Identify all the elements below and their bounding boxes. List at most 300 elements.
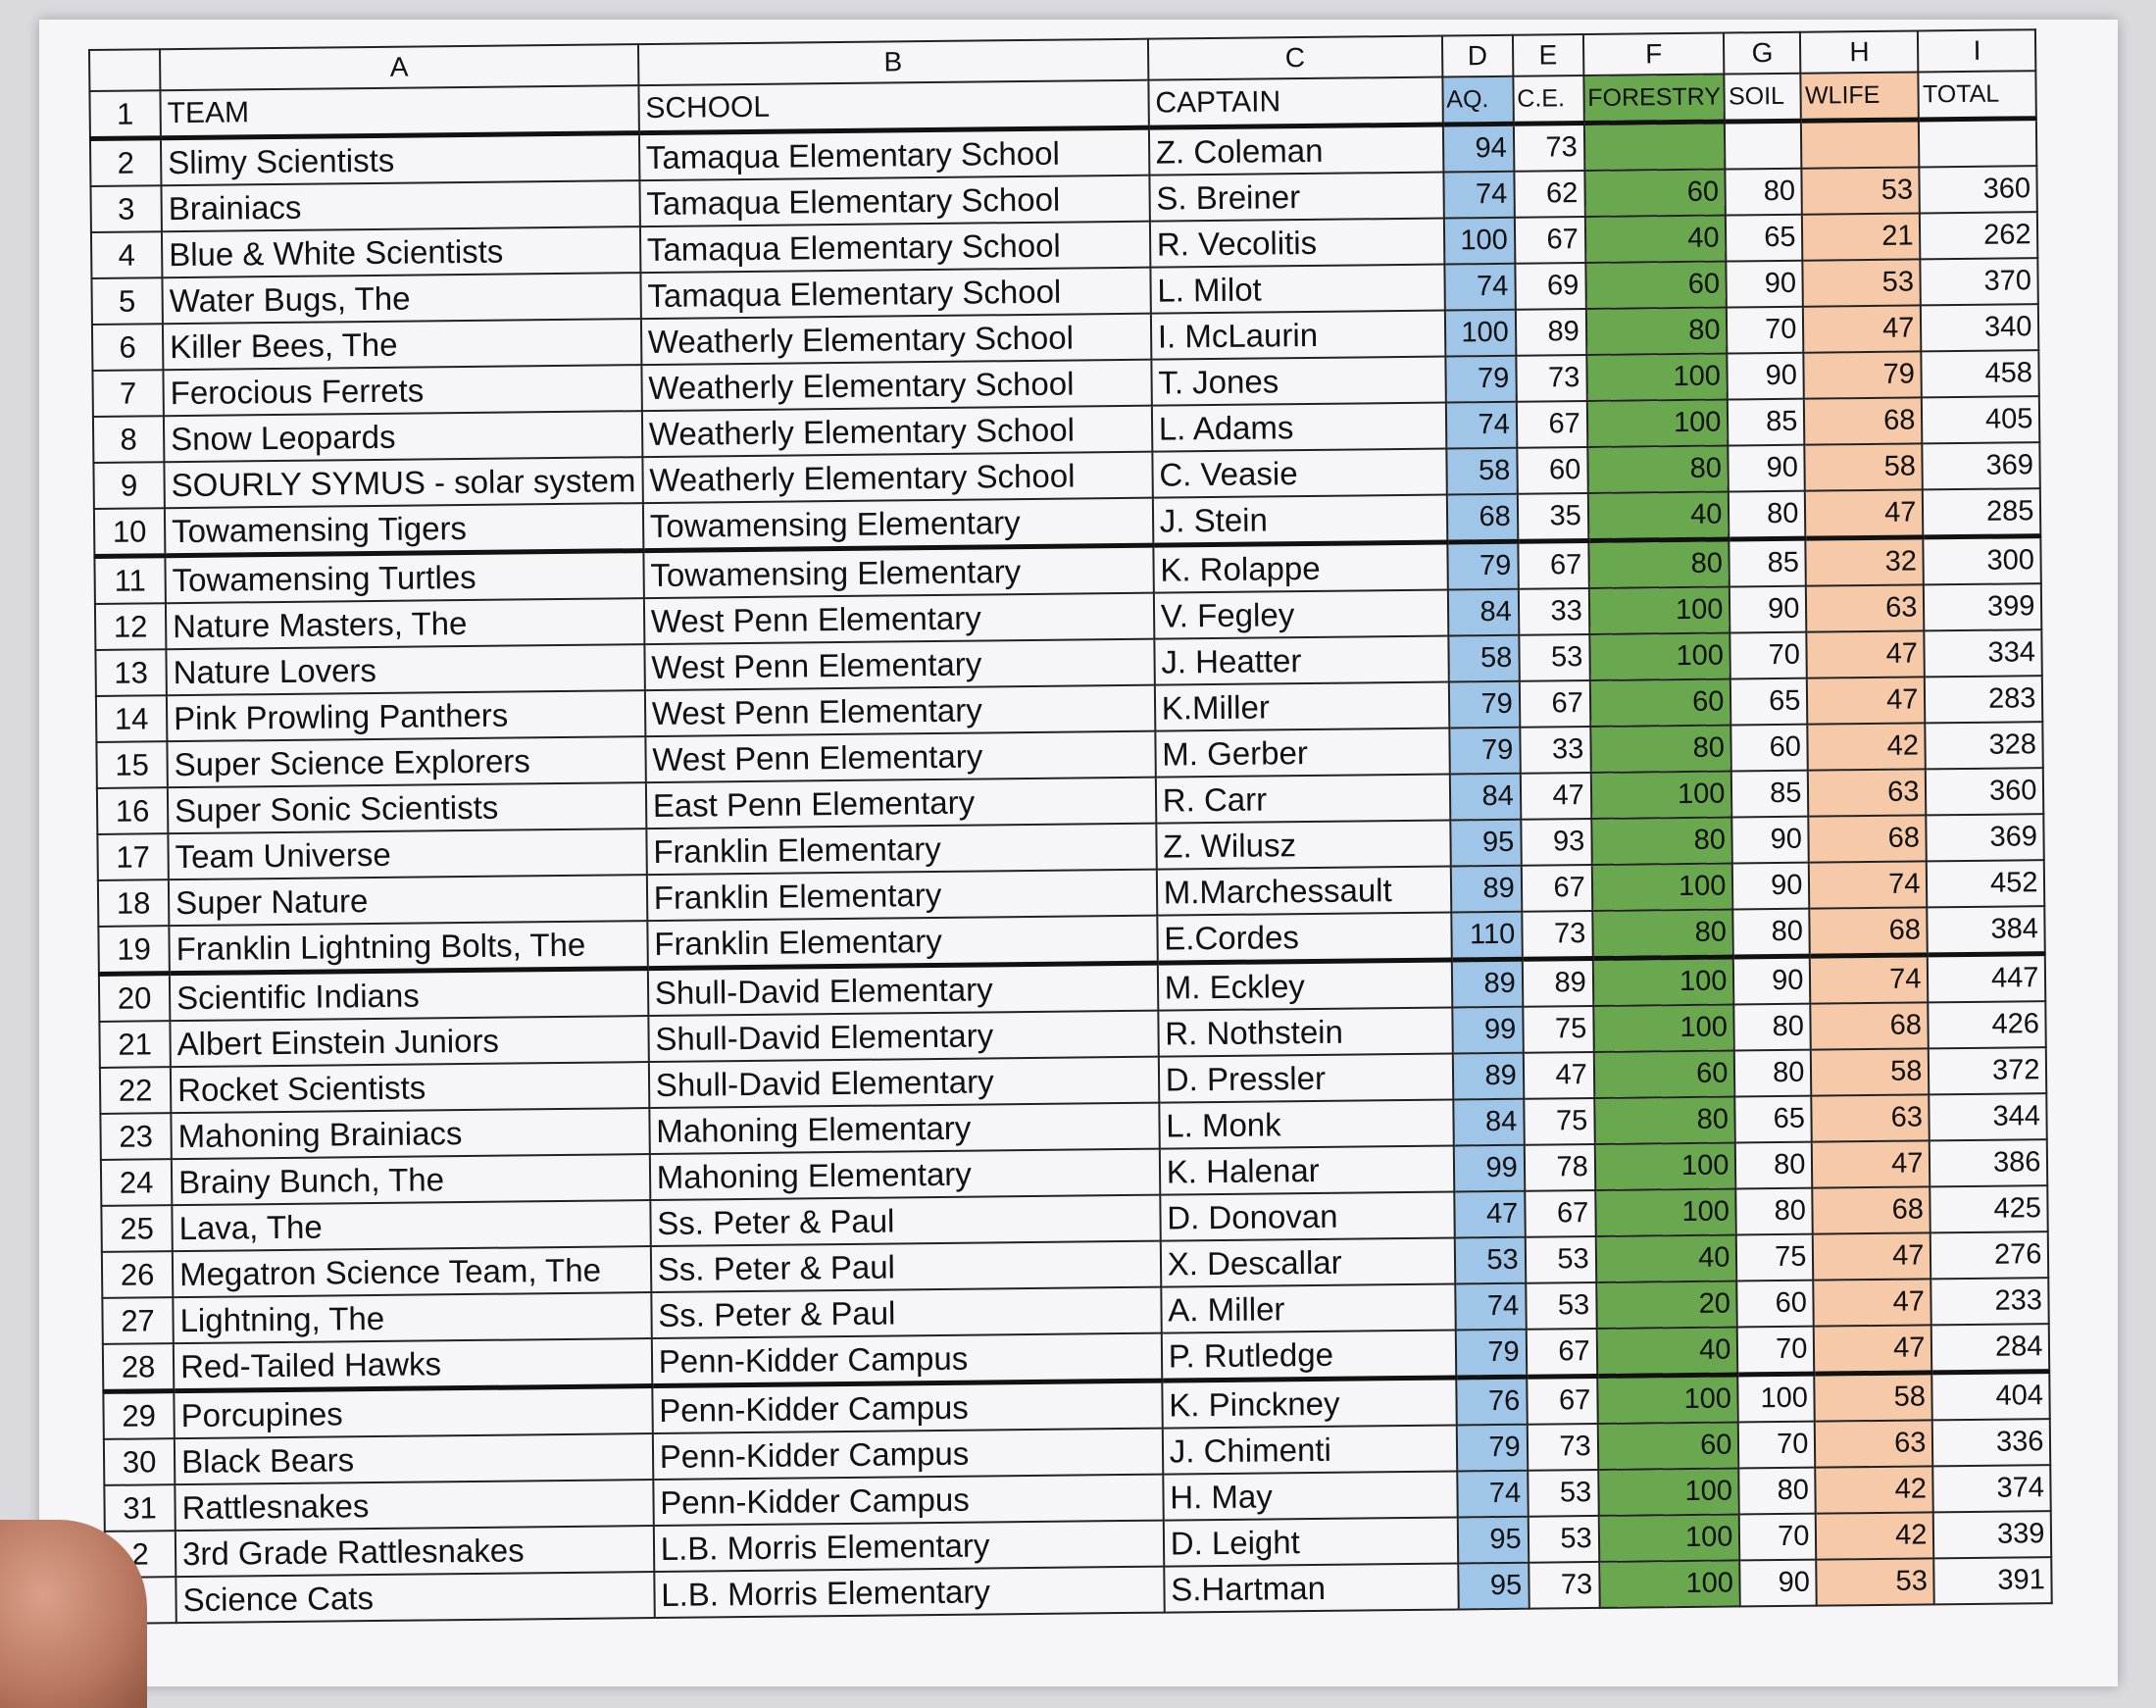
school-cell: Towamensing Elementary (643, 498, 1153, 551)
score-table (88, 28, 2053, 1625)
captain-cell: D. Donovan (1160, 1191, 1454, 1240)
forestry-score: 60 (1584, 170, 1726, 218)
header-forestry: FORESTRY (1583, 75, 1725, 124)
captain-cell: I. McLaurin (1151, 311, 1445, 360)
soil-score: 80 (1734, 1004, 1811, 1051)
aq-score: 95 (1458, 1563, 1529, 1610)
team-cell: Brainy Bunch, The (172, 1154, 650, 1205)
total-score (1919, 119, 2037, 168)
row-number: 1 (89, 90, 161, 138)
school-cell: Weatherly Elementary School (642, 406, 1152, 457)
forestry-score: 80 (1591, 817, 1732, 865)
aq-score: 84 (1448, 589, 1519, 636)
row-number: 3 (90, 185, 161, 232)
forestry-score: 100 (1589, 632, 1730, 680)
captain-cell: P. Rutledge (1161, 1330, 1455, 1381)
school-cell: East Penn Elementary (646, 778, 1156, 829)
team-cell: Killer Bees, The (163, 319, 641, 370)
team-cell: Nature Lovers (166, 644, 644, 695)
team-cell: Scientific Indians (170, 969, 648, 1022)
team-cell: Super Sonic Scientists (168, 782, 646, 833)
team-cell: Nature Masters, The (166, 598, 644, 649)
school-cell: Tamaqua Elementary School (640, 268, 1150, 319)
aq-score: 47 (1454, 1191, 1525, 1238)
column-letter: D (1442, 35, 1513, 77)
soil-score: 90 (1730, 586, 1806, 633)
forestry-score: 100 (1591, 771, 1732, 819)
column-letter: G (1724, 32, 1800, 75)
wlife-score: 47 (1807, 677, 1925, 724)
ce-score: 93 (1521, 819, 1591, 866)
total-score: 285 (1923, 488, 2041, 537)
school-cell: Tamaqua Elementary School (640, 222, 1150, 273)
ce-score: 33 (1519, 588, 1589, 635)
captain-cell: K. Rolappe (1153, 542, 1447, 593)
row-number: 7 (92, 370, 163, 417)
column-letter: I (1918, 29, 2035, 72)
school-cell: Franklin Elementary (647, 916, 1157, 969)
school-cell: Ss. Peter & Paul (651, 1287, 1161, 1338)
soil-score: 100 (1738, 1374, 1816, 1422)
captain-cell: K. Halenar (1160, 1145, 1454, 1194)
team-cell: Albert Einstein Juniors (170, 1016, 648, 1067)
total-score: 404 (1932, 1372, 2051, 1421)
school-cell: Weatherly Elementary School (641, 314, 1151, 365)
captain-cell: J. Stein (1153, 495, 1447, 546)
captain-cell: L. Adams (1152, 403, 1446, 452)
row-number: 5 (91, 277, 162, 325)
wlife-score: 74 (1810, 955, 1929, 1004)
captain-cell: M. Gerber (1155, 728, 1449, 778)
ce-score: 73 (1514, 124, 1585, 172)
aq-score: 74 (1457, 1471, 1528, 1518)
aq-score: 79 (1455, 1330, 1527, 1378)
total-score: 360 (1926, 768, 2043, 815)
ce-score: 60 (1517, 447, 1587, 494)
total-score: 458 (1922, 350, 2039, 397)
aq-score: 74 (1455, 1283, 1526, 1331)
header-aq: AQ. (1442, 76, 1514, 125)
school-cell: West Penn Elementary (645, 685, 1155, 736)
wlife-score: 47 (1812, 1140, 1930, 1187)
team-cell: Red-Tailed Hawks (174, 1338, 652, 1391)
forestry-score: 60 (1594, 1050, 1735, 1098)
team-cell: Lightning, The (173, 1292, 651, 1343)
wlife-score: 68 (1809, 815, 1927, 862)
captain-cell: R. Carr (1156, 775, 1450, 824)
ce-score: 78 (1525, 1144, 1595, 1191)
team-cell: SOURLY SYMUS - solar system (164, 457, 642, 508)
aq-score: 110 (1451, 912, 1523, 960)
school-cell: L.B. Morris Elementary (654, 1521, 1164, 1572)
total-score: 391 (1934, 1557, 2052, 1604)
school-cell: Shull-David Elementary (648, 963, 1158, 1016)
school-cell: Mahoning Elementary (650, 1149, 1160, 1200)
ce-score: 47 (1521, 773, 1591, 820)
wlife-score: 63 (1815, 1420, 1932, 1467)
school-cell: Tamaqua Elementary School (639, 127, 1149, 180)
soil-score: 85 (1728, 399, 1804, 446)
header-soil: SOIL (1725, 74, 1802, 122)
ce-score: 62 (1514, 171, 1584, 218)
aq-score: 95 (1457, 1517, 1528, 1564)
total-score: 233 (1931, 1278, 2049, 1325)
ce-score: 67 (1515, 217, 1585, 264)
spreadsheet-printout (88, 28, 2053, 1625)
wlife-score: 63 (1806, 584, 1924, 631)
forestry-score: 40 (1596, 1327, 1737, 1376)
team-cell: Porcupines (174, 1386, 652, 1439)
header-total: TOTAL (1919, 71, 2037, 120)
header-wlife: WLIFE (1801, 72, 1920, 121)
wlife-score: 47 (1814, 1279, 1931, 1326)
row-number: 14 (96, 695, 167, 742)
row-number: 4 (91, 231, 162, 278)
soil-score: 70 (1727, 307, 1803, 354)
soil-score: 65 (1726, 215, 1802, 262)
captain-cell: R. Vecolitis (1150, 219, 1444, 268)
total-score: 344 (1930, 1093, 2047, 1140)
ce-score: 53 (1525, 1236, 1595, 1283)
captain-cell: T. Jones (1151, 357, 1445, 406)
column-letter: F (1583, 33, 1725, 76)
wlife-score: 68 (1813, 1186, 1930, 1233)
forestry-score: 80 (1594, 1096, 1735, 1144)
aq-score: 68 (1447, 494, 1519, 542)
wlife-score: 42 (1808, 723, 1926, 770)
aq-score: 95 (1450, 820, 1521, 867)
aq-score: 100 (1445, 310, 1516, 357)
row-number: 10 (94, 508, 166, 556)
total-score: 360 (1920, 166, 2037, 213)
captain-cell: A. Miller (1161, 1283, 1455, 1332)
captain-cell: M. Eckley (1158, 960, 1452, 1011)
forestry-score: 100 (1593, 1004, 1734, 1052)
aq-score: 74 (1444, 264, 1515, 311)
team-cell: Megatron Science Team, The (173, 1246, 651, 1297)
total-score: 283 (1925, 676, 2042, 723)
soil-score: 60 (1737, 1281, 1814, 1328)
soil-score: 65 (1730, 678, 1807, 726)
soil-score: 90 (1740, 1560, 1817, 1607)
total-score: 300 (1924, 536, 2042, 585)
soil-score: 80 (1729, 491, 1806, 539)
total-score: 340 (1921, 304, 2038, 351)
forestry-score: 60 (1597, 1422, 1738, 1470)
team-cell: Lava, The (172, 1200, 650, 1251)
team-cell: Rattlesnakes (175, 1480, 653, 1531)
wlife-score: 63 (1808, 769, 1926, 816)
total-score: 334 (1925, 629, 2042, 677)
soil-score: 90 (1732, 817, 1809, 864)
team-cell: Slimy Scientists (161, 133, 639, 186)
team-cell: Team Universe (168, 829, 646, 879)
school-cell: Penn-Kidder Campus (652, 1333, 1162, 1386)
wlife-score: 68 (1811, 1002, 1929, 1049)
ce-score: 47 (1524, 1052, 1594, 1099)
forestry-score: 100 (1598, 1514, 1739, 1562)
captain-cell: S. Breiner (1149, 173, 1443, 222)
forestry-score: 80 (1588, 539, 1730, 588)
soil-score: 80 (1736, 1188, 1813, 1235)
corner-cell (89, 49, 160, 91)
row-number: 23 (100, 1113, 171, 1160)
wlife-score: 32 (1806, 537, 1925, 586)
school-cell: Franklin Elementary (647, 870, 1157, 921)
ce-score: 67 (1520, 680, 1590, 728)
forestry-score: 100 (1593, 957, 1734, 1006)
aq-score: 79 (1445, 356, 1516, 403)
aq-score: 99 (1454, 1145, 1525, 1192)
soil-score: 75 (1736, 1234, 1813, 1281)
total-score: 372 (1929, 1047, 2046, 1094)
ce-score: 73 (1516, 355, 1586, 402)
soil-score: 90 (1728, 353, 1804, 400)
ce-score: 67 (1525, 1190, 1595, 1237)
captain-cell: L. Monk (1159, 1099, 1453, 1148)
ce-score: 75 (1524, 1098, 1594, 1145)
total-score: 284 (1931, 1324, 2050, 1373)
soil-score: 65 (1735, 1096, 1812, 1143)
aq-score: 84 (1450, 774, 1521, 821)
forestry-score: 100 (1595, 1188, 1736, 1236)
wlife-score: 58 (1805, 443, 1923, 490)
team-cell: Towamensing Tigers (165, 503, 643, 556)
captain-cell: V. Fegley (1154, 590, 1448, 639)
forestry-score: 80 (1586, 308, 1728, 356)
school-cell: Franklin Elementary (646, 824, 1156, 875)
aq-score: 94 (1443, 124, 1515, 172)
row-number: 9 (93, 462, 164, 509)
soil-score: 90 (1727, 261, 1803, 308)
aq-score: 89 (1451, 866, 1522, 913)
team-cell: Brainiacs (161, 180, 639, 231)
soil-score: 80 (1734, 1050, 1811, 1097)
captain-cell: E.Cordes (1157, 912, 1451, 963)
team-cell: Black Bears (175, 1433, 653, 1484)
row-number: 20 (99, 974, 171, 1022)
soil-score: 70 (1738, 1422, 1815, 1469)
row-number: 8 (93, 416, 164, 463)
school-cell: Tamaqua Elementary School (639, 176, 1149, 226)
column-letter: E (1513, 34, 1583, 76)
school-cell: West Penn Elementary (645, 731, 1155, 782)
column-letter: B (638, 39, 1148, 85)
total-score: 339 (1933, 1511, 2051, 1558)
header-team: TEAM (160, 85, 638, 138)
column-letter: H (1800, 30, 1918, 73)
ce-score: 69 (1515, 263, 1585, 310)
row-number: 22 (100, 1067, 171, 1114)
team-cell: Franklin Lightning Bolts, The (169, 921, 647, 974)
row-number: 16 (97, 787, 168, 834)
school-cell: Shull-David Elementary (649, 1057, 1159, 1108)
row-number: 25 (101, 1205, 172, 1252)
captain-cell: C. Veasie (1152, 449, 1446, 498)
ce-score: 33 (1520, 727, 1590, 774)
forestry-score: 40 (1595, 1234, 1736, 1282)
row-number: 15 (96, 741, 167, 788)
wlife-score: 47 (1805, 489, 1924, 538)
soil-score: 70 (1739, 1514, 1816, 1561)
school-cell: Ss. Peter & Paul (651, 1241, 1161, 1292)
ce-score: 53 (1526, 1282, 1596, 1330)
captain-cell: X. Descallar (1161, 1237, 1455, 1286)
wlife-score: 68 (1810, 907, 1929, 956)
total-score: 399 (1924, 583, 2041, 630)
wlife-score: 63 (1812, 1094, 1930, 1141)
wlife-score (1801, 120, 1920, 169)
ce-score: 67 (1522, 865, 1592, 912)
school-cell: Mahoning Elementary (649, 1103, 1159, 1154)
forestry-score: 40 (1588, 492, 1730, 541)
school-cell: Penn-Kidder Campus (653, 1429, 1163, 1480)
captain-cell: K. Pinckney (1162, 1378, 1456, 1429)
total-score: 262 (1920, 212, 2037, 259)
row-number: 12 (95, 603, 166, 650)
soil-score: 80 (1726, 169, 1802, 216)
soil-score: 80 (1733, 909, 1811, 957)
school-cell: Weatherly Elementary School (642, 452, 1152, 503)
ce-score: 89 (1516, 309, 1586, 356)
aq-score: 100 (1444, 218, 1515, 265)
soil-score (1725, 121, 1802, 169)
forestry-score: 100 (1587, 400, 1729, 448)
captain-cell: Z. Coleman (1149, 125, 1443, 176)
aq-score: 79 (1447, 541, 1519, 589)
total-score: 386 (1930, 1139, 2047, 1186)
ce-score: 35 (1518, 493, 1589, 541)
team-cell: 3rd Grade Rattlesnakes (175, 1526, 654, 1577)
forestry-score: 60 (1590, 678, 1731, 727)
soil-score: 85 (1731, 771, 1808, 818)
forestry-score: 100 (1599, 1560, 1740, 1608)
row-number: 30 (104, 1438, 175, 1485)
ce-score: 73 (1529, 1562, 1599, 1609)
total-score: 384 (1928, 906, 2046, 955)
row-number: 17 (97, 833, 168, 880)
soil-score: 60 (1731, 725, 1808, 772)
wlife-score: 68 (1804, 397, 1922, 444)
forestry-score: 40 (1585, 216, 1727, 264)
ce-score: 67 (1527, 1376, 1598, 1424)
header-school: SCHOOL (638, 80, 1148, 133)
soil-score: 90 (1732, 863, 1809, 910)
school-cell: L.B. Morris Elementary (654, 1567, 1164, 1618)
school-cell: Weatherly Elementary School (641, 360, 1151, 411)
captain-cell: M.Marchessault (1157, 866, 1451, 915)
aq-score: 58 (1446, 448, 1517, 495)
soil-score: 85 (1730, 538, 1807, 586)
row-number: 18 (98, 879, 169, 927)
soil-score: 80 (1739, 1468, 1816, 1515)
ce-score: 53 (1528, 1470, 1598, 1517)
captain-cell: D. Leight (1163, 1517, 1457, 1566)
forestry-score: 80 (1592, 909, 1733, 958)
wlife-score: 47 (1803, 305, 1921, 352)
school-cell: Shull-David Elementary (648, 1011, 1158, 1062)
total-score: 374 (1933, 1465, 2051, 1512)
total-score: 405 (1922, 396, 2039, 443)
captain-cell: J. Heatter (1154, 636, 1448, 685)
school-cell: Penn-Kidder Campus (653, 1475, 1163, 1526)
total-score: 336 (1932, 1419, 2050, 1466)
forestry-score: 100 (1586, 354, 1728, 402)
school-cell: Ss. Peter & Paul (650, 1195, 1160, 1246)
wlife-score: 53 (1803, 259, 1921, 306)
wlife-score: 58 (1815, 1373, 1933, 1422)
forestry-score (1584, 122, 1726, 171)
total-score: 452 (1927, 860, 2044, 907)
team-cell: Mahoning Brainiacs (171, 1108, 649, 1159)
row-number: 2 (105, 1531, 175, 1578)
team-cell: Water Bugs, The (162, 273, 640, 324)
total-score: 369 (1927, 814, 2044, 861)
total-score: 328 (1926, 722, 2043, 769)
total-score: 370 (1921, 258, 2038, 305)
ce-score: 73 (1527, 1424, 1597, 1471)
ce-score: 67 (1517, 401, 1587, 448)
aq-score: 79 (1449, 728, 1520, 775)
team-cell: Pink Prowling Panthers (167, 690, 645, 741)
aq-score: 74 (1443, 172, 1514, 219)
captain-cell: K.Miller (1155, 682, 1449, 731)
soil-score: 90 (1729, 445, 1805, 492)
aq-score: 76 (1456, 1377, 1528, 1425)
soil-score: 70 (1737, 1327, 1815, 1375)
total-score: 276 (1930, 1231, 2048, 1279)
wlife-score: 53 (1817, 1558, 1934, 1605)
aq-score: 89 (1452, 959, 1524, 1007)
row-number: 31 (104, 1484, 175, 1532)
captain-cell: S.Hartman (1164, 1563, 1458, 1612)
row-number: 19 (98, 926, 170, 974)
row-number: 21 (99, 1021, 170, 1068)
row-number: 11 (94, 556, 166, 604)
team-cell: Super Science Explorers (167, 736, 645, 787)
forestry-score: 100 (1598, 1468, 1739, 1516)
aq-score: 79 (1449, 681, 1520, 728)
team-cell: Ferocious Ferrets (163, 365, 641, 416)
row-number: 28 (103, 1343, 175, 1391)
row-number: 13 (95, 649, 166, 696)
aq-score: 53 (1454, 1237, 1525, 1284)
aq-score: 99 (1452, 1007, 1523, 1054)
wlife-score: 47 (1813, 1232, 1930, 1280)
row-number: 26 (102, 1251, 173, 1298)
captain-cell: Z. Wilusz (1156, 820, 1450, 869)
team-cell: Super Nature (169, 875, 647, 926)
wlife-score: 79 (1804, 351, 1922, 398)
school-cell: West Penn Elementary (644, 593, 1154, 644)
wlife-score: 21 (1802, 213, 1920, 260)
team-cell: Towamensing Turtles (165, 551, 643, 604)
wlife-score: 47 (1807, 630, 1925, 678)
soil-score: 90 (1733, 956, 1811, 1004)
school-cell: Towamensing Elementary (643, 545, 1153, 598)
wlife-score: 74 (1809, 861, 1927, 908)
total-score: 369 (1923, 442, 2040, 489)
ce-score: 73 (1522, 911, 1593, 959)
ce-score: 75 (1523, 1006, 1593, 1053)
forestry-score: 20 (1596, 1281, 1737, 1329)
row-number: 2 (90, 138, 162, 186)
row-number: 27 (102, 1297, 173, 1344)
header-captain: CAPTAIN (1148, 77, 1442, 128)
total-score: 447 (1928, 954, 2046, 1003)
forestry-score: 80 (1590, 725, 1731, 773)
forestry-score: 100 (1594, 1142, 1735, 1190)
